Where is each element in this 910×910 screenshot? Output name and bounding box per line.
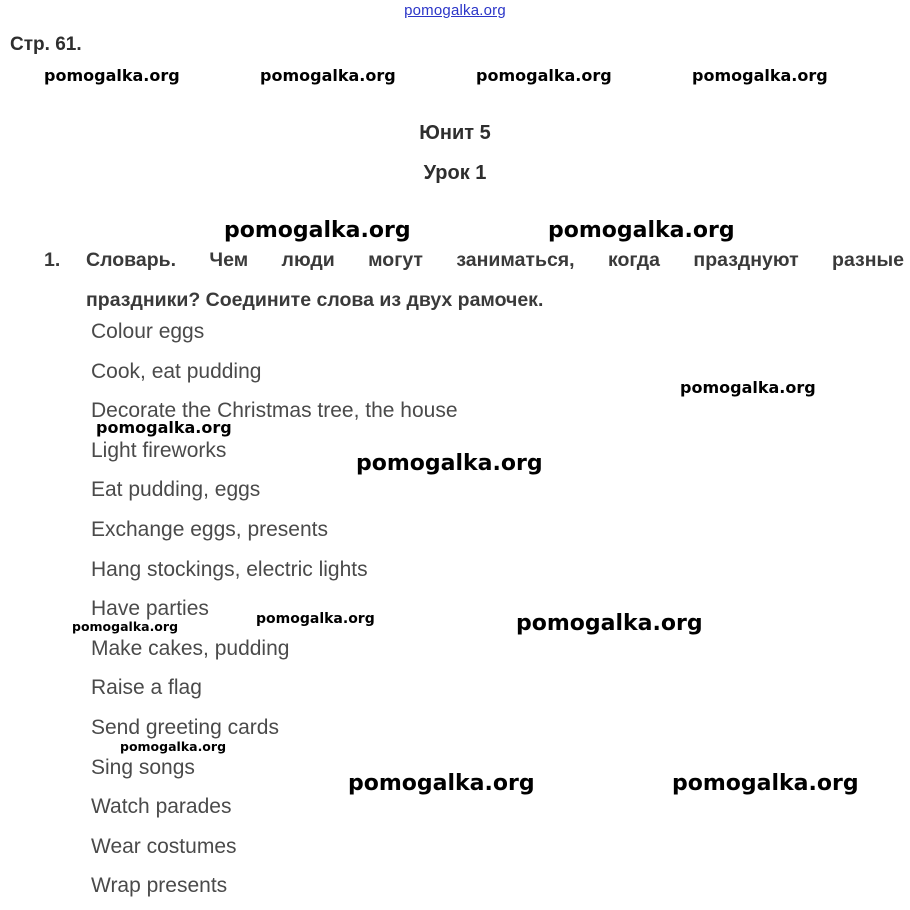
task-text-line-2: праздники? Соедините слова из двух рамочек. [86, 289, 544, 311]
watermark: pomogalka.org [348, 771, 535, 796]
vocabulary-item: Eat pudding, eggs [91, 478, 261, 502]
lesson-title: Урок 1 [423, 162, 487, 184]
vocabulary-item: Decorate the Christmas tree, the house [91, 399, 458, 423]
vocabulary-item: Watch parades [91, 795, 232, 819]
vocabulary-item: Wrap presents [91, 874, 228, 898]
watermark: pomogalka.org [260, 66, 396, 85]
unit-title: Юнит 5 [419, 122, 491, 144]
watermark: pomogalka.org [516, 611, 703, 636]
vocabulary-item: Exchange eggs, presents [91, 517, 328, 541]
vocabulary-item: Sing songs [91, 755, 195, 779]
vocabulary-item: Wear costumes [91, 834, 237, 858]
vocabulary-item: Send greeting cards [91, 715, 279, 739]
top-watermark-link[interactable]: pomogalka.org [404, 2, 506, 19]
watermark: pomogalka.org [548, 218, 735, 243]
watermark: pomogalka.org [256, 611, 375, 627]
task-number: 1. [44, 249, 61, 271]
watermark: pomogalka.org [680, 378, 816, 397]
watermark: pomogalka.org [224, 218, 411, 243]
watermark: pomogalka.org [476, 66, 612, 85]
vocabulary-item: Hang stockings, electric lights [91, 557, 368, 581]
watermark: pomogalka.org [672, 771, 859, 796]
vocabulary-item: Have parties [91, 597, 209, 621]
vocabulary-item: Light fireworks [91, 438, 227, 462]
vocabulary-item: Raise a flag [91, 676, 202, 700]
watermark: pomogalka.org [44, 66, 180, 85]
vocabulary-item: Make cakes, pudding [91, 636, 290, 660]
vocabulary-item: Cook, eat pudding [91, 359, 262, 383]
vocabulary-item: Colour eggs [91, 320, 205, 343]
watermark: pomogalka.org [356, 451, 543, 476]
watermark: pomogalka.org [96, 418, 232, 437]
page-reference: Стр. 61. [10, 34, 82, 55]
task-text-line-1: Словарь. Чем люди могут заниматься, когда празднуют разные [86, 249, 904, 271]
watermark: pomogalka.org [120, 739, 227, 754]
watermark: pomogalka.org [692, 66, 828, 85]
watermark: pomogalka.org [72, 619, 179, 634]
